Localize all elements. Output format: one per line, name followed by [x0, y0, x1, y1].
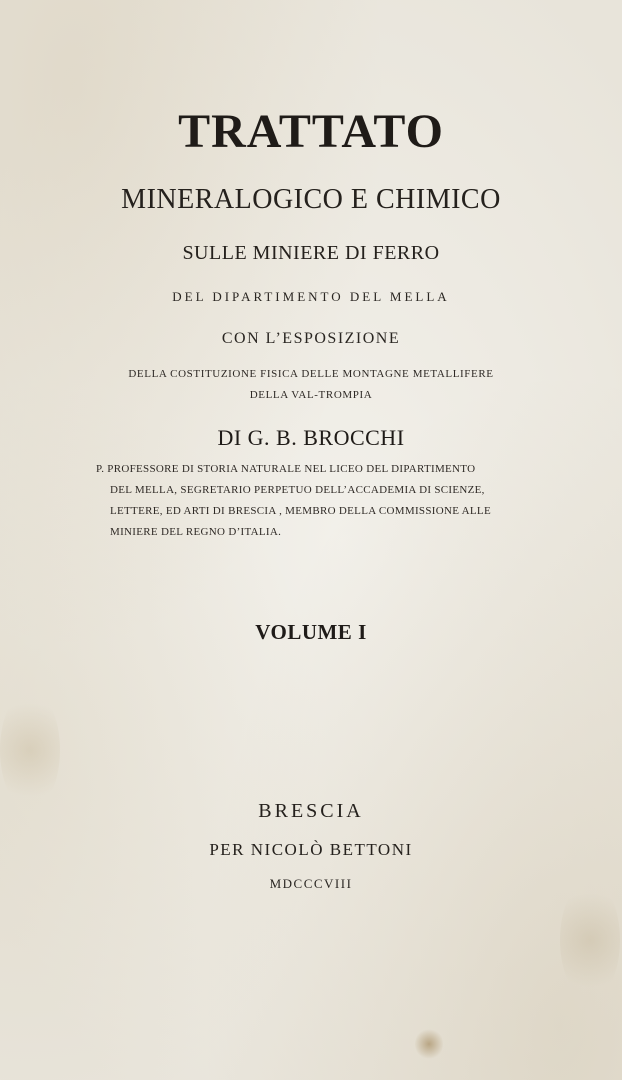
subtitle-line: DELLA VAL-TROMPIA [249, 389, 373, 401]
subtitle-line: SULLE MINIERE DI FERRO [182, 242, 440, 264]
author-name: DI G. B. BROCCHI [217, 425, 405, 450]
paper-stain [415, 1028, 443, 1060]
book-title: TRATTATO [178, 105, 444, 158]
subtitle-line: CON L’ESPOSIZIONE [221, 330, 401, 347]
paper-stain [0, 690, 60, 810]
credential-line: LETTERE, ED ARTI DI BRESCIA , MEMBRO DELLA COMMISSIONE ALLE [110, 505, 491, 517]
paper-stain [560, 880, 620, 1000]
imprint-city: BRESCIA [258, 800, 364, 822]
volume-label: VOLUME I [255, 620, 367, 644]
subtitle-line: DEL DIPARTIMENTO DEL MELLA [172, 289, 450, 304]
credential-line: P. PROFESSORE DI STORIA NATURALE NEL LICEO DEL DIPARTIMENTO [96, 463, 476, 475]
subtitle-line: MINERALOGICO E CHIMICO [121, 184, 501, 215]
credential-line: MINIERE DEL REGNO D’ITALIA. [110, 526, 282, 538]
credential-line: DEL MELLA, SEGRETARIO PERPETUO DELL’ACCADEMIA DI SCIENZE, [110, 484, 485, 496]
subtitle-line: DELLA COSTITUZIONE FISICA DELLE MONTAGNE METALLIFERE [128, 368, 494, 380]
imprint-publisher: PER NICOLÒ BETTONI [209, 840, 413, 859]
author-credentials [96, 459, 526, 543]
imprint-year: MDCCCVIII [269, 876, 353, 891]
